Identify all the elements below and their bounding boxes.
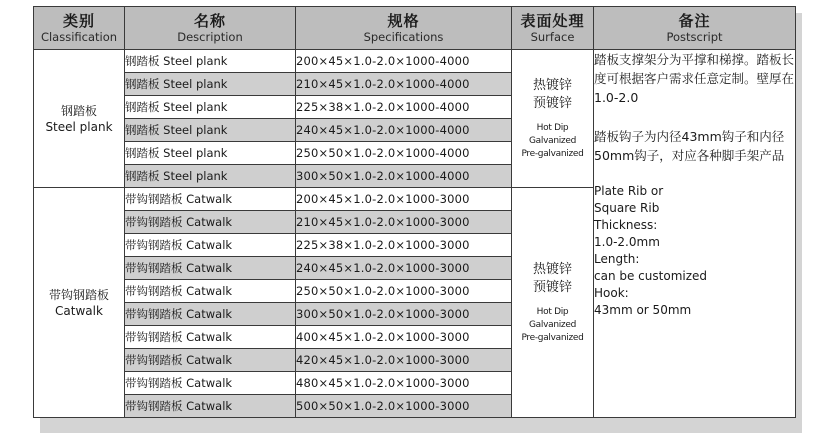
surface-cell: 热镀锌 预镀锌 Hot Dip Galvanized Pre-galvanized (512, 188, 594, 418)
header-description: 名称 Description (125, 7, 296, 50)
postscript-zh-2: 踏板钩子为内径43mm钩子和内径50mm钩子，对应各种脚手架产品 (594, 129, 785, 163)
spec-cell: 480×45×1.0-2.0×1000-3000 (296, 372, 512, 395)
header-postscript: 备注 Postscript (594, 7, 796, 50)
header-specifications: 规格 Specifications (296, 7, 512, 50)
header-row (34, 7, 796, 50)
spec-cell: 225×38×1.0-2.0×1000-4000 (296, 96, 512, 119)
description-cell: 带钩钢踏板 Catwalk (125, 188, 296, 211)
surface-cell: 热镀锌 预镀锌 Hot Dip Galvanized Pre-galvanized (512, 50, 594, 188)
spec-cell: 210×45×1.0-2.0×1000-3000 (296, 211, 512, 234)
spec-cell: 400×45×1.0-2.0×1000-3000 (296, 326, 512, 349)
product-spec-table (33, 6, 796, 418)
description-cell: 带钩钢踏板 Catwalk (125, 280, 296, 303)
description-cell: 带钩钢踏板 Catwalk (125, 372, 296, 395)
spec-cell: 210×45×1.0-2.0×1000-4000 (296, 73, 512, 96)
header-classification: 类别 Classification (34, 7, 125, 50)
spec-cell: 225×38×1.0-2.0×1000-3000 (296, 234, 512, 257)
description-cell: 带钩钢踏板 Catwalk (125, 257, 296, 280)
description-cell: 钢踏板 Steel plank (125, 73, 296, 96)
postscript-cell (594, 50, 796, 418)
description-cell: 钢踏板 Steel plank (125, 142, 296, 165)
description-cell: 带钩钢踏板 Catwalk (125, 234, 296, 257)
spec-cell: 500×50×1.0-2.0×1000-3000 (296, 395, 512, 418)
spec-cell: 200×45×1.0-2.0×1000-3000 (296, 188, 512, 211)
spec-cell: 420×45×1.0-2.0×1000-3000 (296, 349, 512, 372)
spec-cell: 300×50×1.0-2.0×1000-3000 (296, 303, 512, 326)
description-cell: 钢踏板 Steel plank (125, 96, 296, 119)
spec-cell: 200×45×1.0-2.0×1000-4000 (296, 50, 512, 73)
description-cell: 带钩钢踏板 Catwalk (125, 303, 296, 326)
spec-cell: 240×45×1.0-2.0×1000-3000 (296, 257, 512, 280)
description-cell: 钢踏板 Steel plank (125, 50, 296, 73)
description-cell: 钢踏板 Steel plank (125, 165, 296, 188)
description-cell: 带钩钢踏板 Catwalk (125, 326, 296, 349)
category-cell: 钢踏板 Steel plank (34, 50, 125, 188)
header-surface: 表面处理 Surface (512, 7, 594, 50)
category-cell: 带钩钢踏板 Catwalk (34, 188, 125, 418)
description-cell: 带钩钢踏板 Catwalk (125, 349, 296, 372)
spec-cell: 240×45×1.0-2.0×1000-4000 (296, 119, 512, 142)
spec-cell: 300×50×1.0-2.0×1000-4000 (296, 165, 512, 188)
spec-cell: 250×50×1.0-2.0×1000-4000 (296, 142, 512, 165)
table-row (34, 50, 796, 73)
postscript-zh-1: 踏板支撑架分为平撑和梯撑。踏板长度可根据客户需求任意定制。壁厚在1.0-2.0 (594, 52, 795, 105)
description-cell: 钢踏板 Steel plank (125, 119, 296, 142)
description-cell: 带钩钢踏板 Catwalk (125, 395, 296, 418)
description-cell: 带钩钢踏板 Catwalk (125, 211, 296, 234)
postscript-en: Plate Rib or Square Rib Thickness: 1.0-2.0mm Length: can be customized Hook: 43mm or 50mm (594, 184, 708, 317)
spec-cell: 250×50×1.0-2.0×1000-3000 (296, 280, 512, 303)
